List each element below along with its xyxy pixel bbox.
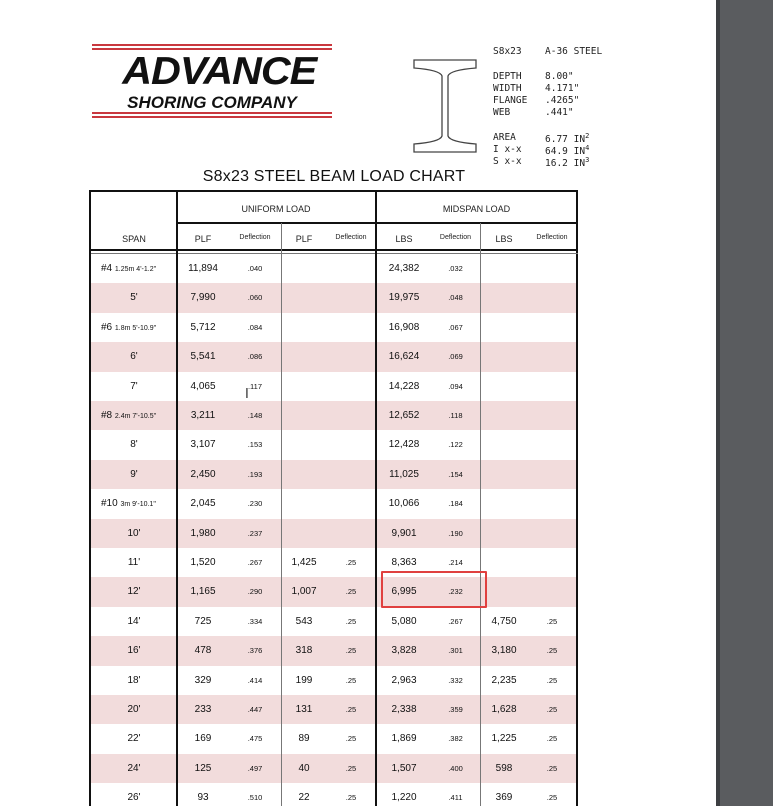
span-label: 11' bbox=[127, 557, 141, 568]
deflection-cell bbox=[327, 489, 375, 518]
deflection-cell bbox=[528, 401, 576, 430]
deflection-cell: .334 bbox=[247, 616, 263, 626]
span-cell bbox=[91, 577, 177, 606]
deflection-cell: .148 bbox=[247, 411, 263, 420]
spec-prop-number: 16.2 bbox=[545, 158, 568, 170]
deflection-cell: .190 bbox=[448, 528, 463, 538]
deflection-cell: .25 bbox=[345, 734, 357, 744]
deflection-cell bbox=[528, 489, 576, 518]
deflection-cell: .510 bbox=[247, 793, 263, 803]
col-divider-span bbox=[176, 192, 178, 806]
load-cell bbox=[480, 489, 528, 518]
deflection-cell: .497 bbox=[247, 763, 263, 773]
load-cell bbox=[281, 430, 327, 459]
span-cell bbox=[91, 666, 177, 695]
load-cell: 1,165 bbox=[190, 586, 216, 598]
logo-subtitle: SHORING COMPANY bbox=[127, 93, 297, 112]
load-cell: 233 bbox=[194, 704, 212, 715]
spec-prop-exponent: 2 bbox=[585, 132, 590, 140]
spec-key: WIDTH bbox=[493, 83, 522, 94]
span-cell bbox=[91, 489, 177, 518]
span-cell bbox=[91, 342, 177, 371]
load-cell bbox=[281, 342, 327, 371]
deflection-cell: .25 bbox=[345, 616, 357, 626]
deflection-cell: .184 bbox=[448, 499, 463, 509]
span-label: 24' bbox=[127, 762, 141, 774]
i-beam-icon bbox=[412, 58, 478, 154]
load-cell: 5,080 bbox=[391, 615, 417, 627]
deflection-cell: .25 bbox=[345, 675, 357, 685]
deflection-cell: .154 bbox=[448, 469, 463, 479]
table-row bbox=[91, 754, 576, 783]
load-cell: 318 bbox=[295, 645, 313, 657]
deflection-cell bbox=[327, 430, 375, 459]
load-cell: 22 bbox=[298, 792, 310, 804]
spec-prop-key: AREA bbox=[493, 132, 516, 143]
spec-prop-unit: IN bbox=[573, 158, 586, 170]
header-bottom-rule bbox=[91, 249, 578, 251]
deflection-cell: .153 bbox=[247, 440, 263, 450]
deflection-cell: .25 bbox=[345, 587, 357, 597]
col-divider-midspan bbox=[480, 223, 481, 806]
load-cell: 543 bbox=[295, 615, 313, 627]
deflection-cell bbox=[528, 577, 576, 606]
span-cell bbox=[91, 401, 177, 430]
deflection-cell bbox=[327, 460, 375, 489]
deflection-cell: .25 bbox=[345, 558, 357, 567]
span-cell bbox=[91, 430, 177, 459]
table-row bbox=[91, 783, 576, 806]
table-row bbox=[91, 577, 576, 606]
load-cell: 40 bbox=[298, 762, 310, 774]
deflection-cell bbox=[528, 313, 576, 342]
span-metric: 1.25m 4'-1.2" bbox=[114, 266, 157, 273]
deflection-cell: .301 bbox=[448, 646, 463, 656]
load-cell bbox=[480, 548, 528, 577]
span-label: 18' bbox=[127, 674, 141, 686]
spec-key: DEPTH bbox=[493, 71, 522, 82]
table-row bbox=[91, 548, 576, 577]
load-cell: 1,225 bbox=[491, 733, 517, 745]
load-cell: 329 bbox=[194, 674, 212, 686]
deflection-cell: .118 bbox=[448, 411, 463, 420]
deflection-cell bbox=[327, 283, 375, 312]
spec-prop-number: 6.77 bbox=[545, 134, 568, 146]
load-cell: 16,624 bbox=[388, 351, 420, 363]
deflection-cell bbox=[528, 430, 576, 459]
span-cell bbox=[91, 754, 177, 783]
col-divider-groups bbox=[375, 192, 377, 806]
span-label: #8 bbox=[101, 410, 113, 421]
column-header: PLF bbox=[295, 234, 313, 244]
deflection-cell bbox=[327, 372, 375, 401]
column-header: PLF bbox=[194, 234, 212, 244]
deflection-cell bbox=[327, 254, 375, 283]
logo-name: ADVANCE bbox=[122, 50, 317, 93]
deflection-cell bbox=[528, 283, 576, 312]
deflection-cell: .25 bbox=[546, 793, 558, 803]
deflection-cell: .230 bbox=[247, 499, 263, 509]
table-row bbox=[91, 283, 576, 312]
deflection-cell: .25 bbox=[345, 705, 357, 714]
logo-rule-top bbox=[92, 44, 332, 46]
span-label: #6 bbox=[101, 321, 113, 333]
load-cell: 5,541 bbox=[190, 351, 216, 363]
load-cell: 11,894 bbox=[188, 263, 218, 274]
load-cell: 4,065 bbox=[190, 380, 216, 392]
load-cell bbox=[480, 342, 528, 371]
deflection-cell: .048 bbox=[448, 293, 463, 303]
group-header-midspan: MIDSPAN LOAD bbox=[442, 204, 511, 214]
deflection-cell bbox=[528, 548, 576, 577]
spec-value: 4.171" bbox=[545, 83, 580, 94]
group-header-uniform: UNIFORM LOAD bbox=[241, 204, 311, 214]
span-cell bbox=[91, 519, 177, 548]
spec-key: WEB bbox=[493, 107, 511, 118]
load-cell: 6,995 bbox=[391, 586, 417, 598]
load-cell bbox=[480, 254, 528, 283]
spec-designation: S8x23 bbox=[493, 46, 522, 57]
deflection-cell: .122 bbox=[448, 440, 463, 450]
load-cell bbox=[281, 254, 327, 283]
load-cell: 169 bbox=[194, 733, 212, 745]
deflection-cell: .400 bbox=[448, 763, 463, 773]
header-bottom-rule-2 bbox=[91, 253, 578, 254]
spec-material: A-36 STEEL bbox=[545, 46, 603, 57]
deflection-cell bbox=[528, 372, 576, 401]
deflection-cell: .117 bbox=[247, 381, 263, 391]
span-cell bbox=[91, 607, 177, 636]
span-cell bbox=[91, 313, 177, 342]
deflection-cell bbox=[327, 519, 375, 548]
table-row bbox=[91, 489, 576, 518]
column-header: LBS bbox=[395, 234, 413, 244]
deflection-cell bbox=[528, 254, 576, 283]
col-divider-uniform bbox=[281, 223, 282, 806]
deflection-cell: .332 bbox=[448, 675, 463, 685]
span-label: 8' bbox=[130, 439, 138, 451]
load-cell: 1,520 bbox=[190, 557, 216, 568]
span-cell bbox=[91, 695, 177, 724]
load-cell: 2,338 bbox=[391, 704, 417, 715]
span-label: 20' bbox=[127, 704, 141, 715]
load-cell: 2,235 bbox=[491, 674, 517, 686]
load-cell: 2,450 bbox=[190, 468, 216, 480]
load-cell: 8,363 bbox=[391, 557, 417, 568]
column-header: Deflection bbox=[335, 234, 367, 241]
load-cell bbox=[281, 401, 327, 430]
load-cell: 1,628 bbox=[491, 704, 517, 715]
load-cell: 1,869 bbox=[391, 733, 417, 745]
load-cell: 3,211 bbox=[190, 410, 216, 421]
deflection-cell: .25 bbox=[546, 646, 558, 656]
column-header: Deflection bbox=[439, 234, 472, 241]
load-cell: 3,828 bbox=[391, 645, 417, 657]
load-cell: 1,007 bbox=[291, 586, 317, 598]
deflection-cell: .475 bbox=[247, 734, 263, 744]
span-label: #4 bbox=[101, 263, 113, 274]
table-row bbox=[91, 636, 576, 665]
load-cell: 16,908 bbox=[388, 321, 420, 333]
spec-prop-key: S x-x bbox=[493, 156, 522, 167]
span-label: 14' bbox=[127, 615, 141, 627]
load-cell: 125 bbox=[194, 762, 212, 774]
load-cell: 24,382 bbox=[388, 263, 420, 274]
deflection-cell: .032 bbox=[448, 264, 463, 273]
deflection-cell bbox=[528, 342, 576, 371]
deflection-cell: .267 bbox=[247, 558, 263, 567]
span-label: 26' bbox=[127, 792, 141, 804]
spec-prop-unit: IN bbox=[573, 146, 586, 158]
deflection-cell: .376 bbox=[247, 646, 263, 656]
span-label: 10' bbox=[127, 527, 141, 539]
column-header: Deflection bbox=[239, 234, 271, 241]
spec-prop-number: 64.9 bbox=[545, 146, 568, 158]
load-cell: 14,228 bbox=[388, 380, 420, 392]
deflection-cell bbox=[327, 342, 375, 371]
span-metric: 1.8m 5'-10.9" bbox=[114, 324, 157, 332]
load-cell: 12,428 bbox=[388, 439, 420, 451]
deflection-cell: .25 bbox=[546, 616, 558, 626]
span-label: #10 bbox=[101, 498, 118, 510]
load-cell: 5,712 bbox=[190, 321, 216, 333]
deflection-cell: .25 bbox=[546, 734, 558, 744]
load-cell: 131 bbox=[295, 704, 313, 715]
load-cell: 1,425 bbox=[291, 557, 317, 568]
logo-rule-bottom-2 bbox=[92, 116, 332, 118]
deflection-cell bbox=[528, 460, 576, 489]
deflection-cell: .25 bbox=[546, 763, 558, 773]
table-row bbox=[91, 666, 576, 695]
spec-value: .441" bbox=[545, 107, 574, 118]
span-label: 7' bbox=[130, 380, 138, 392]
load-cell bbox=[480, 519, 528, 548]
deflection-cell: .25 bbox=[345, 646, 357, 656]
load-cell bbox=[281, 519, 327, 548]
deflection-cell bbox=[327, 313, 375, 342]
table-row bbox=[91, 519, 576, 548]
load-cell: 89 bbox=[298, 733, 310, 745]
load-cell bbox=[480, 313, 528, 342]
deflection-cell: .069 bbox=[448, 352, 463, 362]
load-cell: 11,025 bbox=[389, 468, 419, 480]
deflection-cell bbox=[327, 401, 375, 430]
deflection-cell: .447 bbox=[247, 705, 263, 714]
load-cell: 3,180 bbox=[491, 645, 517, 657]
chart-title: S8x23 STEEL BEAM LOAD CHART bbox=[202, 168, 466, 185]
span-label: 9' bbox=[130, 468, 138, 480]
deflection-cell: .067 bbox=[448, 322, 463, 332]
highlight-box bbox=[381, 571, 487, 608]
deflection-cell: .414 bbox=[247, 675, 263, 685]
table-row bbox=[91, 460, 576, 489]
load-cell: 598 bbox=[495, 762, 513, 774]
table-row bbox=[91, 342, 576, 371]
load-cell: 19,975 bbox=[388, 292, 420, 304]
deflection-cell: .084 bbox=[247, 322, 263, 332]
span-cell bbox=[91, 636, 177, 665]
span-cell bbox=[91, 283, 177, 312]
load-cell: 2,045 bbox=[190, 498, 216, 510]
span-label: 22' bbox=[127, 733, 141, 745]
spec-value: 8.00" bbox=[545, 71, 574, 82]
spec-value: .4265" bbox=[545, 95, 580, 106]
deflection-cell: .094 bbox=[448, 381, 463, 391]
deflection-cell bbox=[528, 519, 576, 548]
load-chart-table bbox=[89, 190, 578, 806]
deflection-cell: .25 bbox=[345, 793, 357, 803]
span-metric: 2.4m 7'-10.5" bbox=[114, 413, 157, 420]
load-cell: 2,963 bbox=[391, 674, 417, 686]
deflection-cell: .060 bbox=[247, 293, 263, 303]
load-cell: 4,750 bbox=[491, 615, 517, 627]
load-cell: 93 bbox=[197, 792, 209, 804]
deflection-cell: .411 bbox=[448, 793, 463, 803]
table-row bbox=[91, 254, 576, 283]
load-cell bbox=[480, 460, 528, 489]
load-cell: 10,066 bbox=[388, 498, 420, 510]
spec-prop-exponent: 3 bbox=[585, 156, 590, 164]
load-cell bbox=[480, 372, 528, 401]
column-header: SPAN bbox=[122, 234, 146, 244]
load-cell: 7,990 bbox=[190, 292, 216, 304]
span-cell bbox=[91, 783, 177, 806]
load-cell: 1,220 bbox=[391, 792, 417, 804]
load-cell bbox=[281, 283, 327, 312]
load-cell: 199 bbox=[295, 674, 313, 686]
span-cell bbox=[91, 548, 177, 577]
load-cell bbox=[281, 489, 327, 518]
text-cursor-icon: I bbox=[245, 387, 249, 402]
load-cell: 369 bbox=[495, 792, 513, 804]
span-label: 5' bbox=[130, 292, 138, 304]
deflection-cell: .382 bbox=[448, 734, 463, 744]
page-shadow bbox=[716, 0, 720, 806]
spec-prop-unit: IN bbox=[573, 134, 586, 146]
deflection-cell: .193 bbox=[247, 469, 263, 479]
deflection-cell: .359 bbox=[448, 705, 463, 714]
load-cell bbox=[281, 460, 327, 489]
group-header-divider bbox=[177, 222, 578, 224]
spec-key: FLANGE bbox=[493, 95, 528, 106]
deflection-cell: .086 bbox=[247, 352, 263, 362]
load-cell: 725 bbox=[194, 615, 212, 627]
column-header: LBS bbox=[495, 234, 513, 244]
span-cell bbox=[91, 724, 177, 753]
load-cell: 9,901 bbox=[391, 527, 417, 539]
span-cell bbox=[91, 254, 177, 283]
column-header: Deflection bbox=[536, 234, 568, 241]
load-cell bbox=[281, 313, 327, 342]
load-cell: 1,980 bbox=[190, 527, 216, 539]
company-logo bbox=[92, 44, 332, 119]
load-cell: 12,652 bbox=[388, 410, 420, 421]
deflection-cell: .237 bbox=[247, 528, 263, 538]
spec-prop-exponent: 4 bbox=[585, 144, 590, 152]
table-row bbox=[91, 607, 576, 636]
deflection-cell: .214 bbox=[448, 558, 463, 567]
logo-rule-bottom bbox=[92, 112, 332, 114]
span-metric: 3m 9'-10.1" bbox=[120, 501, 156, 509]
span-cell bbox=[91, 372, 177, 401]
table-row bbox=[91, 430, 576, 459]
deflection-cell: .040 bbox=[247, 264, 263, 273]
load-cell bbox=[480, 401, 528, 430]
load-cell: 3,107 bbox=[190, 439, 216, 451]
deflection-cell: .25 bbox=[546, 705, 558, 714]
table-row bbox=[91, 372, 576, 401]
span-label: 6' bbox=[130, 351, 138, 363]
deflection-cell: .290 bbox=[247, 587, 263, 597]
load-cell bbox=[480, 430, 528, 459]
span-cell bbox=[91, 460, 177, 489]
spec-prop-key: I x-x bbox=[493, 144, 522, 155]
load-cell bbox=[480, 577, 528, 606]
span-label: 12' bbox=[127, 586, 141, 598]
load-cell: 478 bbox=[194, 645, 212, 657]
table-row bbox=[91, 724, 576, 753]
span-label: 16' bbox=[127, 645, 141, 657]
deflection-cell: .232 bbox=[448, 587, 463, 597]
load-cell: 1,507 bbox=[391, 762, 417, 774]
table-row bbox=[91, 313, 576, 342]
load-cell bbox=[281, 372, 327, 401]
deflection-cell: .267 bbox=[448, 616, 463, 626]
table-row bbox=[91, 695, 576, 724]
load-cell bbox=[480, 283, 528, 312]
table-row bbox=[91, 401, 576, 430]
deflection-cell: .25 bbox=[546, 675, 558, 685]
deflection-cell: .25 bbox=[345, 763, 357, 773]
